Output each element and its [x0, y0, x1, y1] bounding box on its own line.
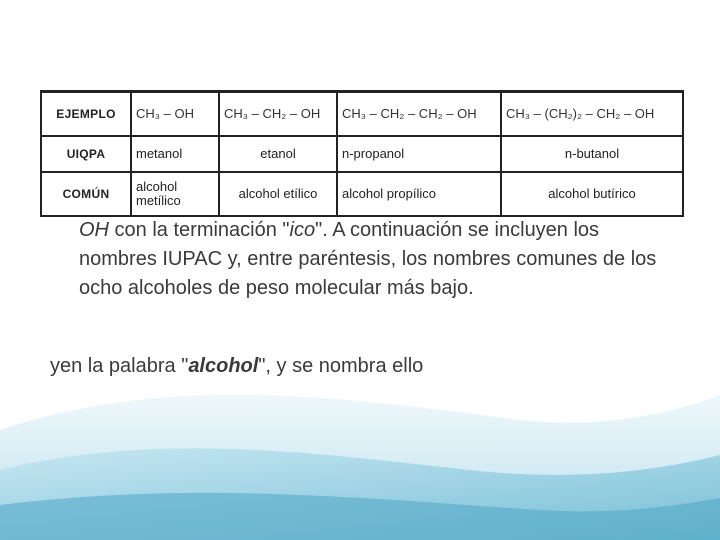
name-propanol: n-propanol: [337, 136, 501, 172]
name-ethanol: etanol: [219, 136, 337, 172]
name-butanol: n-butanol: [501, 136, 683, 172]
table-row-comun: [41, 172, 683, 216]
explanation-paragraph: [79, 216, 679, 303]
alcohol-bold-italic: alcohol: [188, 355, 259, 377]
chem-table: [40, 90, 684, 217]
table-row-ejemplo: [41, 92, 683, 136]
row-header-ejemplo: EJEMPLO: [41, 92, 131, 136]
row-header-uiqpa: UIQPA: [41, 136, 131, 172]
formula-methanol: CH₃ – OH: [131, 92, 219, 136]
formula-propanol: CH₃ – CH₂ – CH₂ – OH: [337, 92, 501, 136]
oh-italic: OH: [79, 219, 109, 241]
table-row-uiqpa: [41, 136, 683, 172]
secondary-paragraph: [50, 352, 690, 381]
alcohol-names-table: [40, 90, 682, 214]
paragraph-text-b: ". A continuación se incluyen los nombres IUPAC y, entre paréntesis, los nombres comunes de los ocho alcoholes de peso molecular más bajo.: [79, 219, 657, 299]
paragraph-text-a: con la terminación ": [109, 219, 290, 241]
common-methanol: alcohol metílico: [131, 172, 219, 216]
common-propanol: alcohol propílico: [337, 172, 501, 216]
name-methanol: metanol: [131, 136, 219, 172]
paragraph2-text-a: yen la palabra ": [50, 355, 189, 377]
formula-butanol: CH₃ – (CH₂)₂ – CH₂ – OH: [501, 92, 683, 136]
common-butanol: alcohol butírico: [501, 172, 683, 216]
common-ethanol: alcohol etílico: [219, 172, 337, 216]
paragraph2-text-b: ", y se nombra ello: [258, 355, 424, 377]
formula-ethanol: CH₃ – CH₂ – OH: [219, 92, 337, 136]
row-header-comun: COMÚN: [41, 172, 131, 216]
ico-italic: ico: [289, 219, 316, 241]
